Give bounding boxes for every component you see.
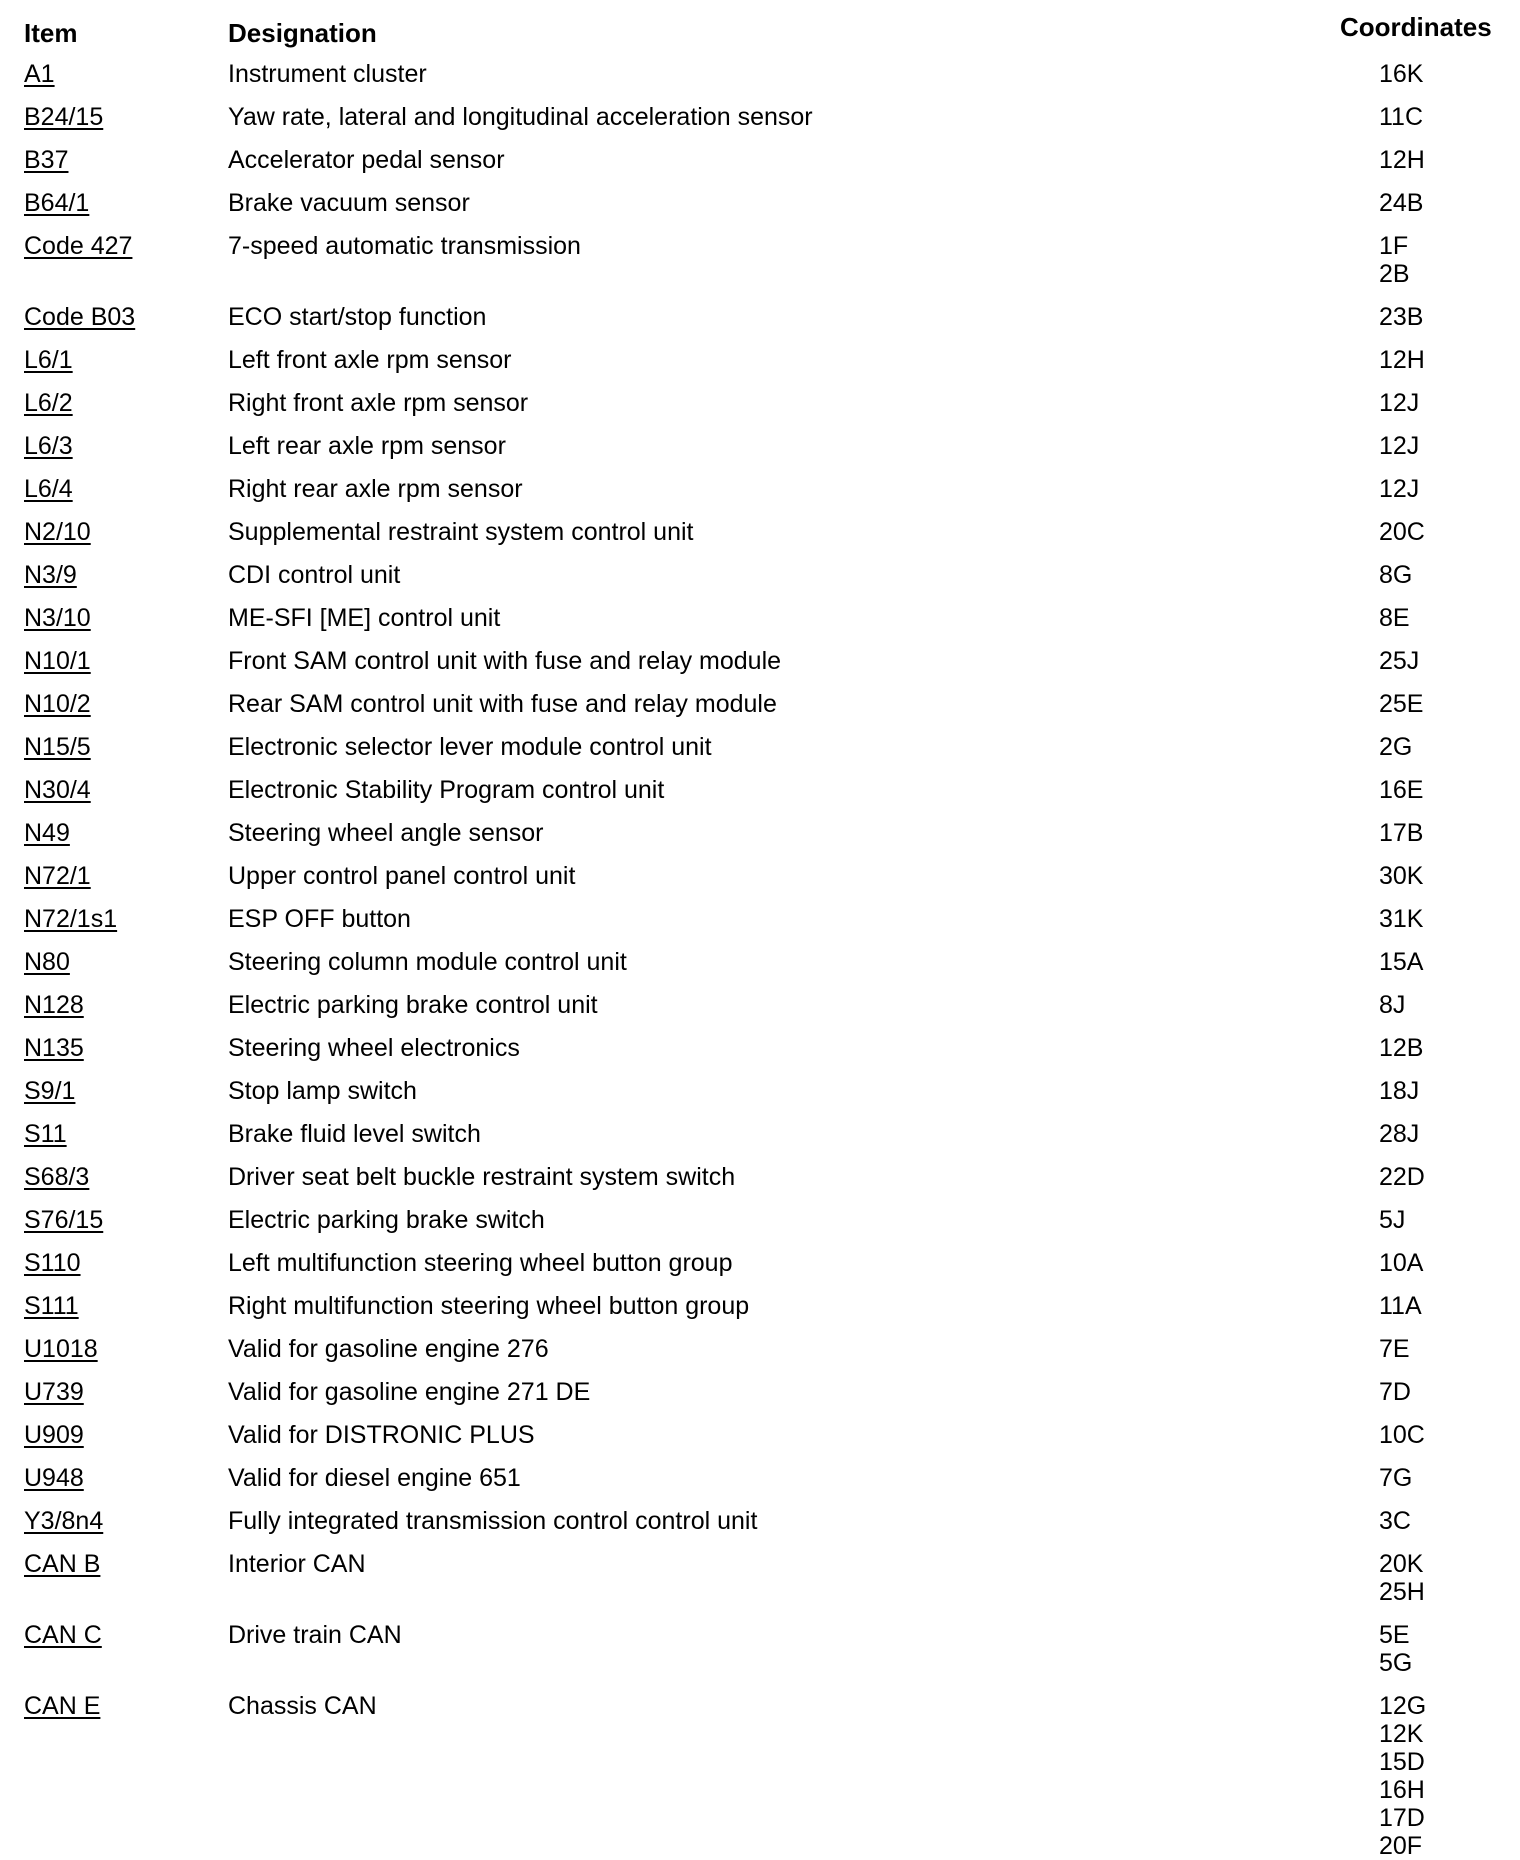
item-link[interactable]: N10/1 [24,647,91,675]
coordinates-cell [1379,987,1520,1030]
designation-text: Instrument cluster [228,60,427,88]
table-row [0,1073,1520,1116]
table-row [0,342,1520,385]
table-row [0,142,1520,185]
table-row [0,600,1520,643]
designation-text: Drive train CAN [228,1621,402,1649]
coordinate-value: 12K [1379,1720,1424,1748]
coordinates-cell [1379,686,1520,729]
designation-text: Chassis CAN [228,1692,377,1720]
coordinate-value: 12B [1379,1034,1424,1062]
table-row [0,1116,1520,1159]
item-link[interactable]: N15/5 [24,733,91,761]
coordinate-value: 16H [1379,1776,1425,1804]
table-row [0,1546,1520,1617]
coordinate-value: 2G [1379,733,1413,761]
coordinates-cell [1379,514,1520,557]
coordinate-value: 5E [1379,1621,1410,1649]
coordinates-cell [1379,471,1520,514]
coordinates-cell [1379,858,1520,901]
table-row [0,1417,1520,1460]
item-link[interactable]: L6/4 [24,475,73,503]
item-link[interactable]: Y3/8n4 [24,1507,104,1535]
item-link[interactable]: U739 [24,1378,84,1406]
coordinate-value: 1F [1379,232,1409,260]
coordinates-cell [1379,1116,1520,1159]
coordinate-value: 24B [1379,189,1424,217]
item-link[interactable]: N72/1s1 [24,905,118,933]
coordinates-cell [1379,1159,1520,1202]
item-link[interactable]: N10/2 [24,690,91,718]
item-link[interactable]: B37 [24,146,69,174]
coordinate-value: 10C [1379,1421,1425,1449]
legend-rows [0,56,1520,1860]
designation-text: Right rear axle rpm sensor [228,475,523,503]
item-link[interactable]: Code B03 [24,303,136,331]
column-header-item: Item [24,18,78,48]
coordinate-value: 8E [1379,604,1410,632]
coordinates-cell [1379,1688,1520,1860]
designation-text: Rear SAM control unit with fuse and relay module [228,690,777,718]
designation-text: Brake fluid level switch [228,1120,481,1148]
coordinate-value: 25J [1379,647,1420,675]
coordinates-cell [1379,944,1520,987]
coordinate-value: 16K [1379,60,1424,88]
table-row [0,428,1520,471]
designation-text: Brake vacuum sensor [228,189,470,217]
table-row [0,1030,1520,1073]
coordinate-value: 18J [1379,1077,1420,1105]
item-link[interactable]: U909 [24,1421,84,1449]
item-link[interactable]: S111 [24,1292,79,1320]
column-header-designation: Designation [228,18,377,48]
table-row [0,557,1520,600]
coordinate-value: 10A [1379,1249,1424,1277]
coordinate-value: 25H [1379,1578,1425,1606]
designation-text: Interior CAN [228,1550,366,1578]
item-link[interactable]: B24/15 [24,103,104,131]
table-row [0,1331,1520,1374]
table-row [0,185,1520,228]
item-link[interactable]: N49 [24,819,70,847]
item-link[interactable]: L6/1 [24,346,73,374]
table-row [0,1617,1520,1688]
coordinate-value: 11C [1379,103,1424,131]
table-row [0,1460,1520,1503]
coordinate-value: 12J [1379,389,1420,417]
coordinate-value: 3C [1379,1507,1411,1535]
item-link[interactable]: U1018 [24,1335,98,1363]
designation-text: ECO start/stop function [228,303,487,331]
designation-text: Left front axle rpm sensor [228,346,512,374]
table-row [0,471,1520,514]
designation-text: Supplemental restraint system control unit [228,518,694,546]
table-row [0,228,1520,299]
item-link[interactable]: L6/2 [24,389,73,417]
coordinate-value: 12G [1379,1692,1427,1720]
coordinates-cell [1379,1288,1520,1331]
coordinates-cell [1379,1245,1520,1288]
item-link[interactable]: N80 [24,948,70,976]
coordinate-value: 7D [1379,1378,1411,1406]
designation-text: Steering wheel electronics [228,1034,520,1062]
table-row [0,643,1520,686]
designation-text: Driver seat belt buckle restraint system switch [228,1163,736,1191]
coordinate-value: 15D [1379,1748,1425,1776]
designation-text: Right multifunction steering wheel button group [228,1292,750,1320]
coordinates-cell [1379,815,1520,858]
table-row [0,901,1520,944]
item-link[interactable]: L6/3 [24,432,73,460]
coordinate-value: 12H [1379,146,1425,174]
coordinates-cell [1379,342,1520,385]
designation-text: ME-SFI [ME] control unit [228,604,501,632]
item-link[interactable]: N128 [24,991,84,1019]
coordinate-value: 20C [1379,518,1425,546]
item-link[interactable]: N2/10 [24,518,91,546]
designation-text: Valid for gasoline engine 276 [228,1335,549,1363]
coordinate-value: 17D [1379,1804,1425,1832]
coordinates-cell [1379,385,1520,428]
coordinates-cell [1379,1202,1520,1245]
coordinate-value: 5J [1379,1206,1406,1234]
item-link[interactable]: N3/10 [24,604,91,632]
table-row [0,772,1520,815]
designation-text: CDI control unit [228,561,401,589]
table-row [0,56,1520,99]
table-row [0,1202,1520,1245]
table-row [0,944,1520,987]
coordinates-cell [1379,1503,1520,1546]
item-link[interactable]: S9/1 [24,1077,76,1105]
designation-text: ESP OFF button [228,905,411,933]
coordinates-cell [1379,600,1520,643]
table-row [0,1688,1520,1860]
item-link[interactable]: Code 427 [24,232,133,260]
table-row [0,385,1520,428]
designation-text: Electric parking brake control unit [228,991,598,1019]
coordinate-value: 20F [1379,1832,1423,1860]
coordinates-cell [1379,228,1520,299]
coordinate-value: 7G [1379,1464,1413,1492]
designation-text: Valid for DISTRONIC PLUS [228,1421,535,1449]
coordinate-value: 15A [1379,948,1424,976]
coordinate-value: 8G [1379,561,1413,589]
coordinate-value: 25E [1379,690,1424,718]
designation-text: 7-speed automatic transmission [228,232,581,260]
designation-text: Fully integrated transmission control control unit [228,1507,758,1535]
item-link[interactable]: S76/15 [24,1206,104,1234]
designation-text: Right front axle rpm sensor [228,389,529,417]
designation-text: Steering column module control unit [228,948,627,976]
coordinate-value: 30K [1379,862,1424,890]
coordinates-cell [1379,772,1520,815]
item-link[interactable]: N135 [24,1034,84,1062]
coordinates-cell [1379,1460,1520,1503]
coordinates-cell [1379,557,1520,600]
coordinates-cell [1379,1073,1520,1116]
coordinate-value: 17B [1379,819,1424,847]
coordinate-value: 23B [1379,303,1424,331]
designation-text: Valid for gasoline engine 271 DE [228,1378,591,1406]
table-row [0,815,1520,858]
item-link[interactable]: U948 [24,1464,84,1492]
coordinates-cell [1379,99,1520,142]
coordinate-value: 28J [1379,1120,1420,1148]
coordinates-cell [1379,1546,1520,1617]
item-link[interactable]: CAN E [24,1692,101,1720]
coordinates-cell [1379,1417,1520,1460]
designation-text: Left multifunction steering wheel button group [228,1249,733,1277]
coordinates-cell [1379,1617,1520,1688]
table-row [0,99,1520,142]
designation-text: Accelerator pedal sensor [228,146,505,174]
coordinates-cell [1379,142,1520,185]
item-link[interactable]: CAN C [24,1621,102,1649]
table-row [0,686,1520,729]
item-link[interactable]: A1 [24,60,55,88]
coordinate-value: 31K [1379,905,1424,933]
item-link[interactable]: S110 [24,1249,81,1277]
designation-text: Left rear axle rpm sensor [228,432,506,460]
table-row [0,729,1520,772]
coordinates-cell [1379,56,1520,99]
designation-text: Electronic selector lever module control unit [228,733,712,761]
table-row [0,1159,1520,1202]
coordinate-value: 12J [1379,475,1420,503]
designation-text: Electric parking brake switch [228,1206,545,1234]
item-link[interactable]: B64/1 [24,189,90,217]
item-link[interactable]: S68/3 [24,1163,90,1191]
coordinates-cell [1379,428,1520,471]
designation-text: Front SAM control unit with fuse and relay module [228,647,782,675]
table-row [0,1374,1520,1417]
coordinate-value: 22D [1379,1163,1425,1191]
item-link[interactable]: N30/4 [24,776,91,804]
coordinate-value: 20K [1379,1550,1424,1578]
table-row [0,987,1520,1030]
column-header-coordinates: Coordinates [1340,12,1492,42]
table-row [0,1503,1520,1546]
coordinate-value: 16E [1379,776,1424,804]
coordinates-cell [1379,643,1520,686]
coordinate-value: 12J [1379,432,1420,460]
coordinates-cell [1379,901,1520,944]
table-row [0,299,1520,342]
table-row [0,858,1520,901]
designation-text: Steering wheel angle sensor [228,819,544,847]
coordinate-value: 7E [1379,1335,1410,1363]
coordinate-value: 5G [1379,1649,1413,1677]
coordinate-value: 2B [1379,260,1410,288]
designation-text: Electronic Stability Program control unit [228,776,665,804]
item-link[interactable]: CAN B [24,1550,101,1578]
designation-text: Yaw rate, lateral and longitudinal acceleration sensor [228,103,813,131]
coordinates-cell [1379,729,1520,772]
coordinate-value: 11A [1379,1292,1422,1320]
coordinates-cell [1379,1374,1520,1417]
coordinates-cell [1379,1030,1520,1073]
table-row [0,1245,1520,1288]
item-link[interactable]: N72/1 [24,862,91,890]
coordinate-value: 8J [1379,991,1406,1019]
coordinates-cell [1379,1331,1520,1374]
coordinate-value: 12H [1379,346,1425,374]
item-link[interactable]: N3/9 [24,561,77,589]
coordinates-cell [1379,185,1520,228]
designation-text: Stop lamp switch [228,1077,417,1105]
table-row [0,514,1520,557]
coordinates-cell [1379,299,1520,342]
designation-text: Upper control panel control unit [228,862,576,890]
designation-text: Valid for diesel engine 651 [228,1464,521,1492]
item-link[interactable]: S11 [24,1120,67,1148]
table-row [0,1288,1520,1331]
